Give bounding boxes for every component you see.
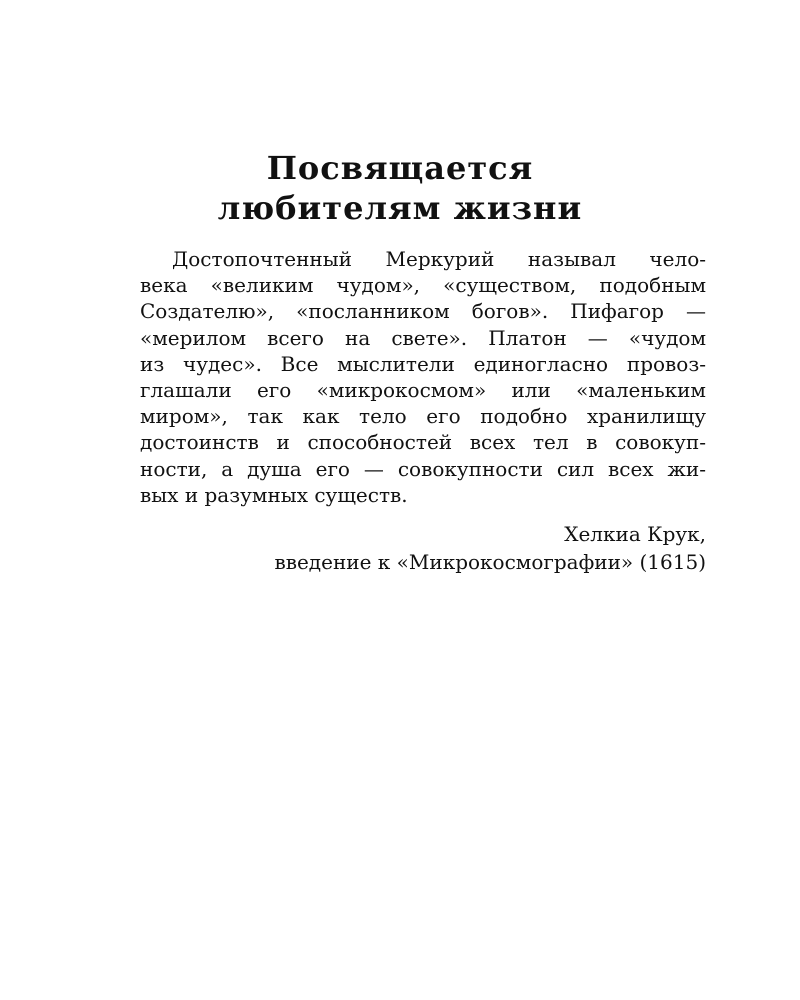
epigraph-line: Достопочтенный Меркурий называл чело- bbox=[172, 247, 706, 271]
epigraph-line: Создателю», «посланником богов». Пифагор — bbox=[140, 299, 706, 324]
epigraph-line: вых и разумных существ. bbox=[140, 482, 408, 507]
epigraph-attribution bbox=[140, 520, 706, 576]
epigraph-line: «мерилом всего на свете». Платон — «чудом bbox=[140, 325, 706, 350]
epigraph-text bbox=[140, 246, 706, 508]
epigraph-line: достоинств и способностей всех тел в совокуп- bbox=[140, 430, 706, 455]
attribution-author: Хелкиа Крук, bbox=[564, 522, 706, 546]
epigraph-line: ности, а душа его — совокупности сил всех жи- bbox=[140, 456, 706, 481]
title-line-1: Посвящается bbox=[266, 149, 534, 187]
epigraph-line: миром», так как тело его подобно хранилищу bbox=[140, 404, 706, 429]
title-line-2: любителям жизни bbox=[217, 189, 583, 227]
epigraph-line: века «великим чудом», «существом, подобным bbox=[140, 273, 706, 298]
epigraph-line: глашали его «микрокосмом» или «маленьким bbox=[140, 377, 706, 402]
dedication-title bbox=[0, 148, 800, 228]
attribution-source: введение к «Микрокосмографии» (1615) bbox=[274, 550, 706, 574]
epigraph-line: из чудес». Все мыслители единогласно провоз- bbox=[140, 351, 706, 376]
